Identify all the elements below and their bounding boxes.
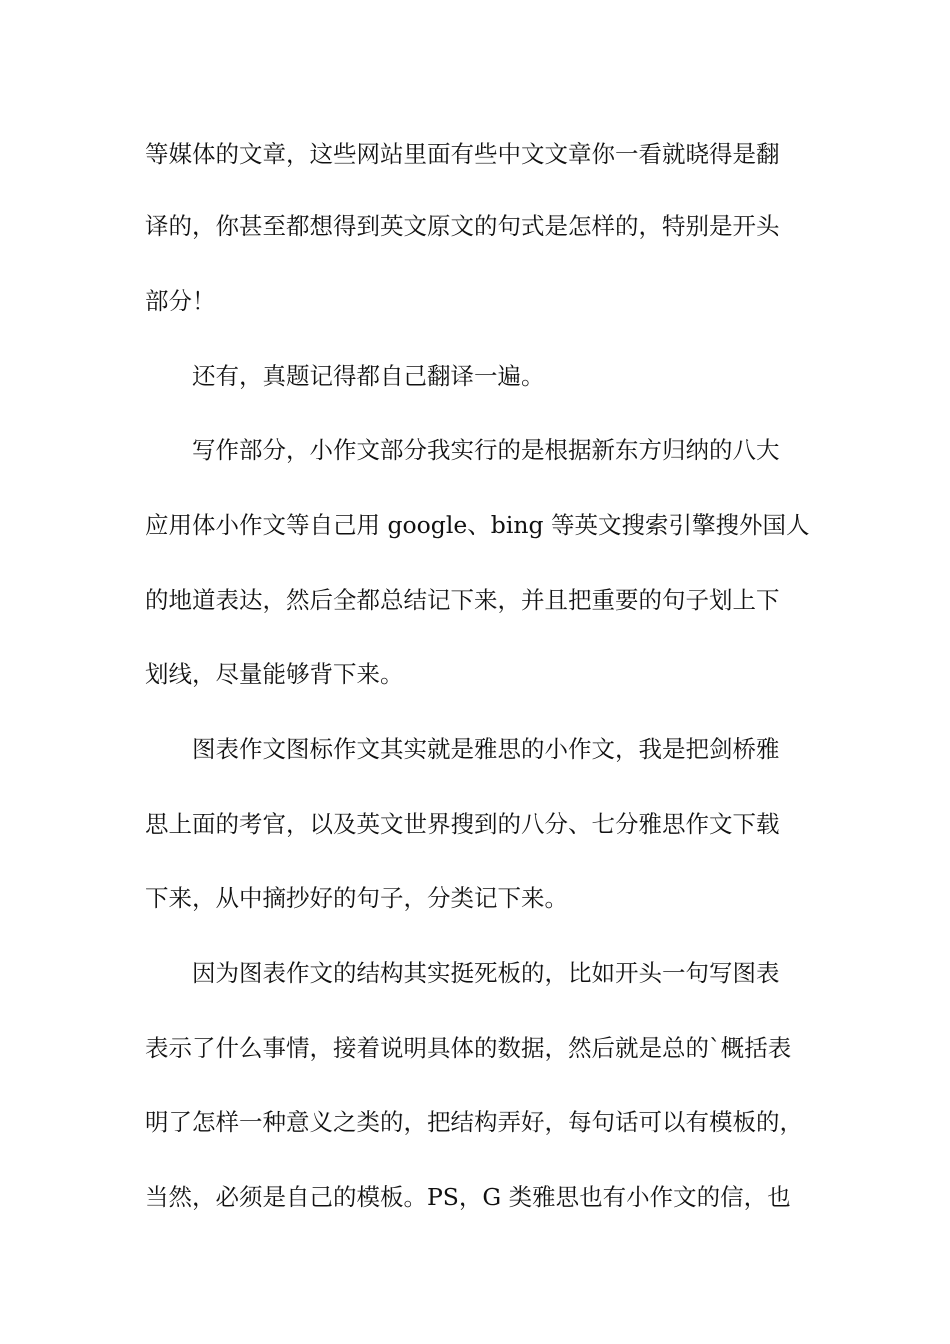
text-line: 表示了什么事情，接着说明具体的数据，然后就是总的`概括表 (145, 1034, 792, 1062)
text-line: 的地道表达，然后全都总结记下来，并且把重要的句子划上下 (145, 586, 780, 614)
text-line: 当然，必须是自己的模板。PS，G 类雅思也有小作文的信，也 (145, 1183, 791, 1211)
text-line: 思上面的考官，以及英文世界搜到的八分、七分雅思作文下载 (145, 810, 780, 838)
text-line: 明了怎样一种意义之类的，把结构弄好，每句话可以有模板的， (145, 1108, 803, 1136)
text-line: 因为图表作文的结构其实挺死板的，比如开头一句写图表 (145, 959, 780, 987)
text-line: 写作部分，小作文部分我实行的是根据新东方归纳的八大 (145, 436, 780, 464)
text-line: 还有，真题记得都自己翻译一遍。 (145, 362, 545, 390)
text-line: 等媒体的文章，这些网站里面有些中文文章你一看就晓得是翻 (145, 140, 780, 168)
text-line: 下来，从中摘抄好的句子，分类记下来。 (145, 884, 568, 912)
text-line: 图表作文图标作文其实就是雅思的小作文，我是把剑桥雅 (145, 735, 780, 763)
text-line: 译的，你甚至都想得到英文原文的句式是怎样的，特别是开头 (145, 212, 780, 240)
text-line: 部分！ (145, 287, 216, 315)
text-line: 划线，尽量能够背下来。 (145, 660, 404, 688)
text-line: 应用体小作文等自己用 google、bing 等英文搜索引擎搜外国人 (145, 511, 810, 539)
